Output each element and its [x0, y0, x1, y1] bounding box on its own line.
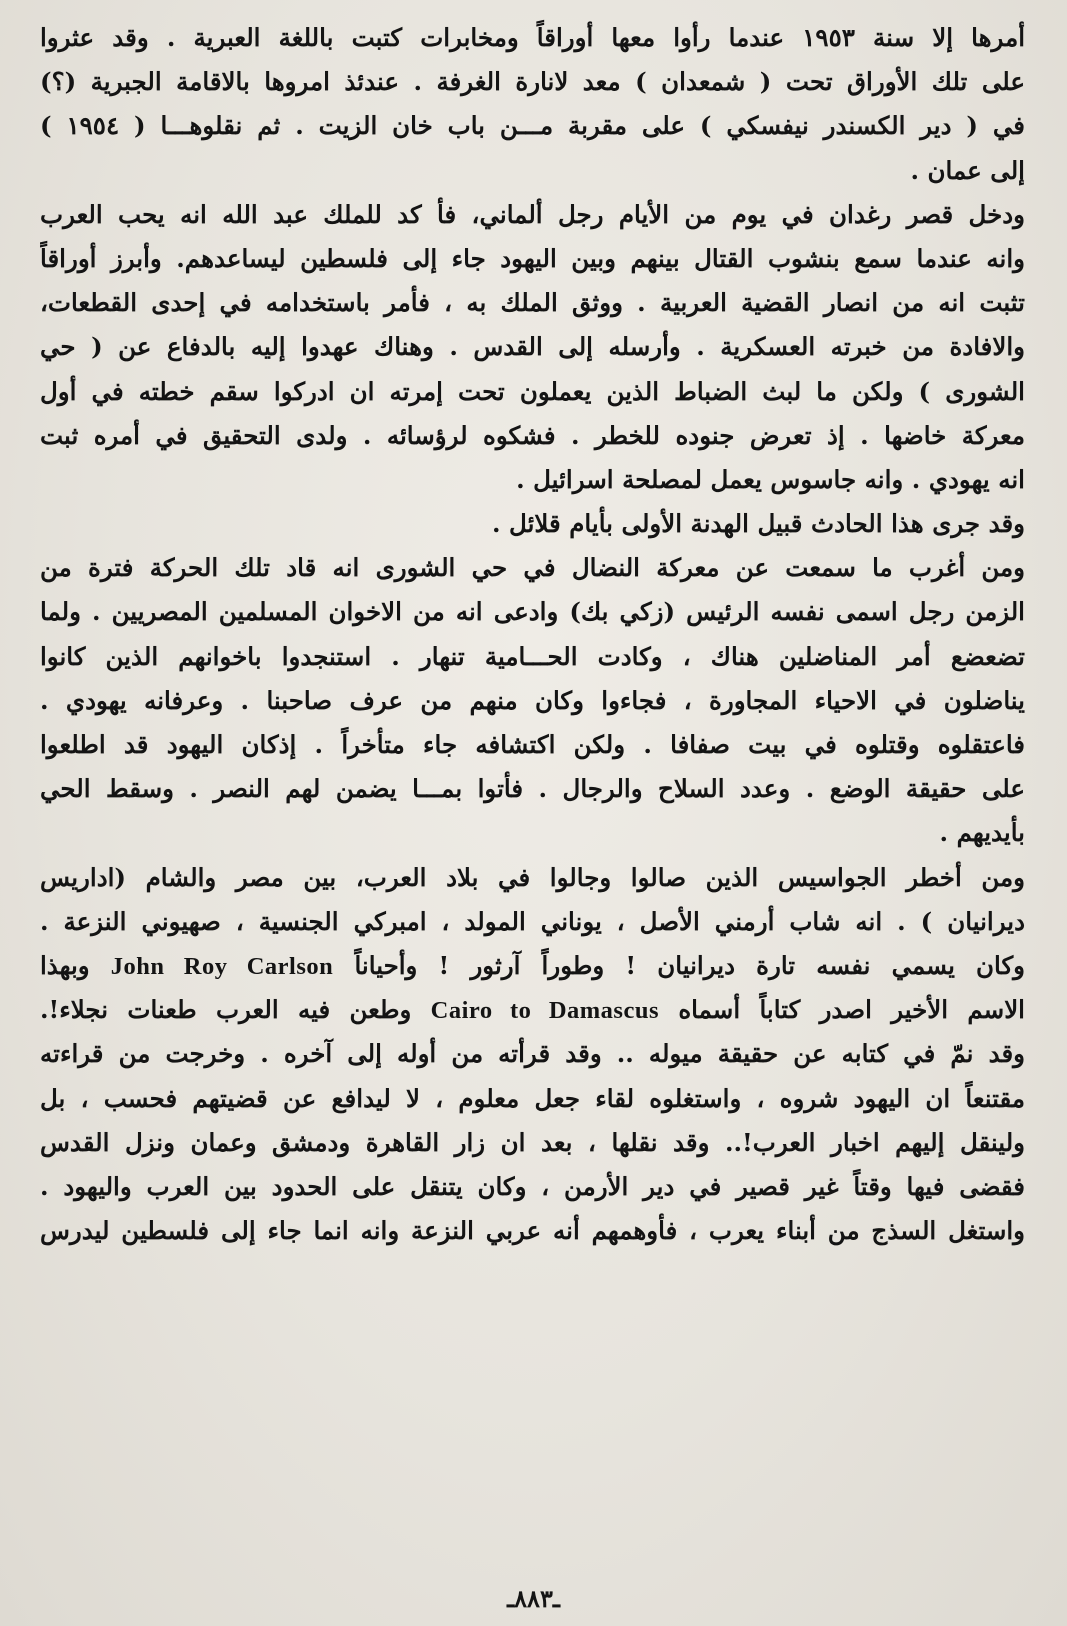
text-line: الشورى ) ولكن ما لبث الضباط الذين يعملون تحت إمرته ان ادركوا سقم خطته في أول: [40, 376, 1025, 406]
text-line: يناضلون في الاحياء المجاورة ، فجاءوا وكان منهم من عرف صاحبنا . وعرفانه يهودي .: [40, 685, 1025, 715]
latin-title: John Roy Carlson: [110, 952, 334, 980]
text-line: والافادة من خبرته العسكرية . وأرسله إلى القدس . وهناك عهدوا إليه بالدفاع عن ( حي: [40, 332, 1025, 362]
text-line: وكان يسمي نفسه تارة ديرانيان ! وطوراً آرثور ! وأحياناً John Roy Carlson وبهذا: [40, 950, 1025, 980]
text-line: ولينقل إليهم اخبار العرب!.. وقد نقلها ، بعد ان زار القاهرة ودمشق وعمان ونزل القدس: [40, 1127, 1025, 1157]
body-text: [40, 16, 1025, 1253]
text-line: ودخل قصر رغدان في يوم من الأيام رجل ألماني، فأ كد للملك عبد الله انه يحب العرب: [40, 199, 1025, 229]
text-line: ومن أغرب ما سمعت عن معركة النضال في حي الشورى انه قاد تلك الحركة فترة من: [40, 553, 1025, 583]
page-number: ـ٨٨٣ـ: [507, 1584, 560, 1613]
text-line: ديرانيان ) . انه شاب أرمني الأصل ، يوناني المولد ، امبركي الجنسية ، صهيوني النزعة .: [40, 906, 1025, 936]
latin-title: Cairo to Damascus: [430, 997, 659, 1025]
text-line: الاسم الأخير اصدر كتاباً أسماه Cairo to Damascus وطعن فيه العرب طعنات نجلاء!.: [40, 995, 1025, 1025]
text-line: أمرها إلا سنة ١٩٥٣ عندما رأوا معها أوراقاً ومخابرات كتبت باللغة العبرية . وقد عثروا: [40, 23, 1025, 52]
text-line: في ( دير الكسندر نيفسكي ) على مقربة مـــن باب خان الزيت . ثم نقلوهـــا ( ١٩٥٤ ): [40, 111, 1025, 141]
text-line: إلى عمان .: [910, 155, 1025, 185]
text-line: على حقيقة الوضع . وعدد السلاح والرجال . فأتوا بمـــا يضمن لهم النصر . وسقط الحي: [40, 774, 1025, 804]
text-line: وانه عندما سمع بنشوب القتال بينهم وبين اليهود جاء إلى فلسطين ليساعدهم. وأبرز أوراقاً: [40, 243, 1025, 273]
text-line: وقد جرى هذا الحادث قبيل الهدنة الأولى بأيام قلائل .: [491, 509, 1025, 539]
text-line: فقضى فيها وقتاً غير قصير في دير الأرمن ، وكان يتنقل على الحدود بين العرب واليهود .: [40, 1171, 1025, 1201]
text-line: ومن أخطر الجواسيس الذين صالوا وجالوا في بلاد العرب، بين مصر والشام (اداريس: [40, 862, 1025, 892]
text-line: واستغل السذج من أبناء يعرب ، فأوهمهم أنه عربي النزعة وانه انما جاء إلى فلسطين ليدرس: [40, 1216, 1025, 1246]
text-line: تثبت انه من انصار القضية العربية . ووثق الملك به ، فأمر باستخدامه في إحدى القطعات،: [40, 288, 1025, 318]
text-line: وقد نمّ في كتابه عن حقيقة ميوله .. وقد قرأته من أوله إلى آخره . وخرجت من قراءته: [40, 1039, 1025, 1069]
text-line: بأيديهم .: [939, 818, 1025, 848]
text-line: تضعضع أمر المناضلين هناك ، وكادت الحـــامية تنهار . استنجدوا باخوانهم الذين كانوا: [40, 641, 1025, 671]
text-line: فاعتقلوه وقتلوه في بيت صفافا . ولكن اكتشافه جاء متأخراً . إذكان اليهود قد اطلعوا: [40, 730, 1025, 759]
text-line: انه يهودي . وانه جاسوس يعمل لمصلحة اسرائيل .: [516, 464, 1025, 494]
text-line: معركة خاضها . إذ تعرض جنوده للخطر . فشكوه لرؤسائه . ولدى التحقيق في أمره ثبت: [40, 420, 1025, 450]
text-line: الزمن رجل اسمى نفسه الرئيس (زكي بك) وادعى انه من الاخوان المسلمين المصريين . ولما: [40, 597, 1025, 627]
text-line: على تلك الأوراق تحت ( شمعدان ) معد لانارة الغرفة . عندئذ امروها بالاقامة الجبرية (؟): [40, 67, 1025, 97]
text-line: مقتنعاً ان اليهود شروه ، واستغلوه لقاء جعل معلوم ، لا ليدافع عن قضيتهم فحسب ، بل: [40, 1083, 1025, 1113]
